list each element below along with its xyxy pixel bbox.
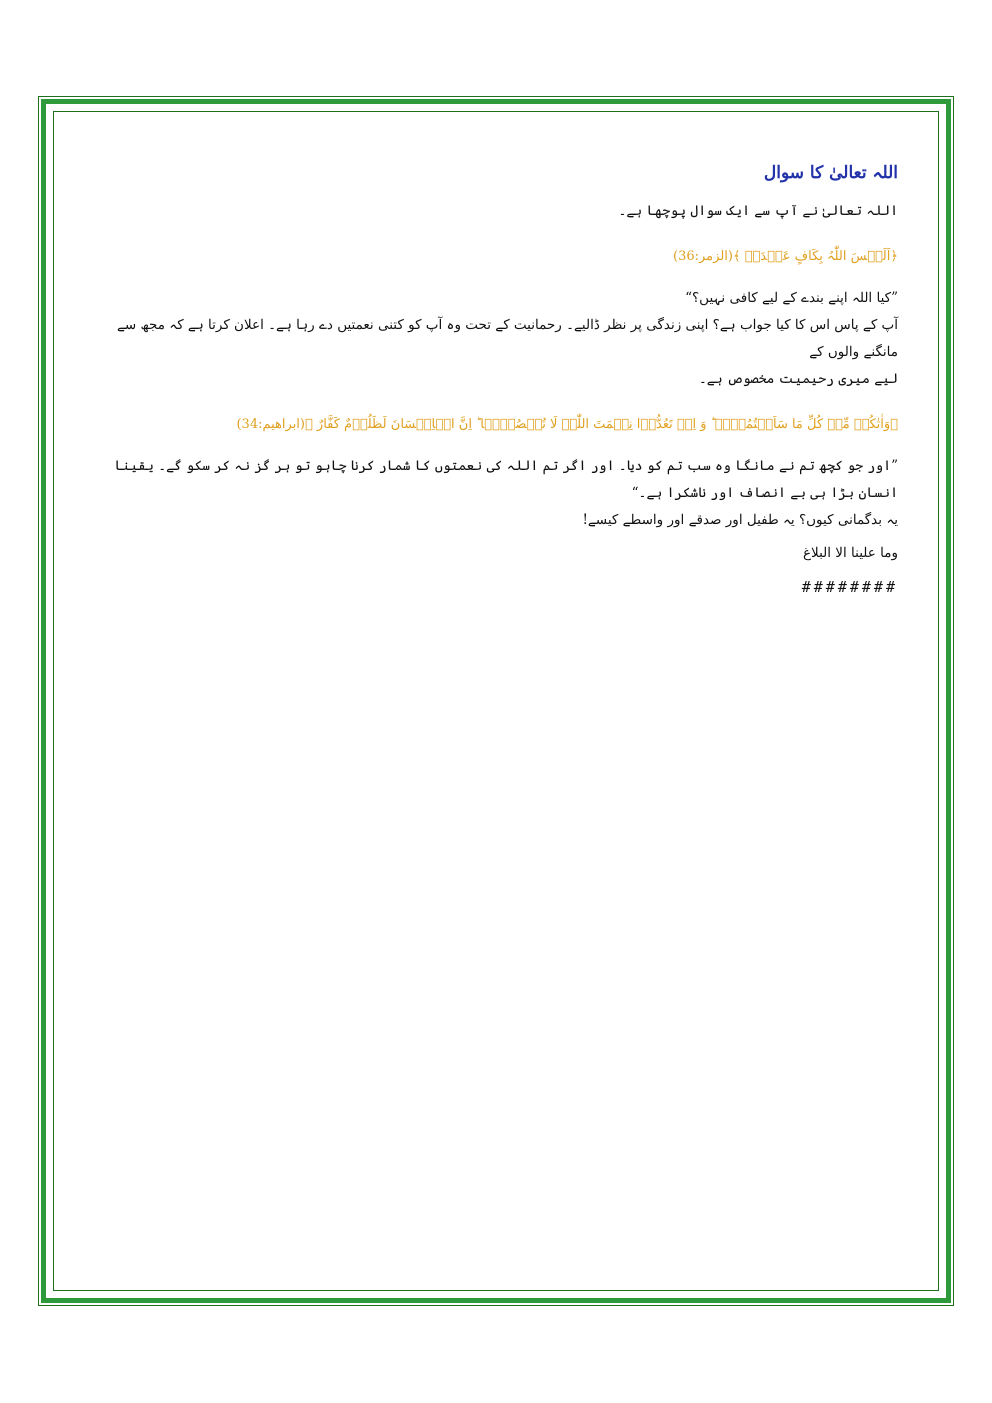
section-separator: ######## [801,578,898,596]
intro-text: اللہ تعالیٰ نے آپ سے ایک سوال پوچھا ہے۔ [618,203,898,219]
paragraph-line-2: لیے میری رحیمیت مخصوص ہے۔ [698,371,898,387]
translation-ibrahim: ”اور جو کچھ تم نے مانگا وہ سب تم کو دیا۔ اور اگر تم اللہ کی نعمتوں کا شمار کرنا چاہو تو ہر گز نہ کر سکو گے۔ یقینا انسان بڑا ہی بے انصاف اور ناشکرا ہے۔“ [114,458,898,501]
quran-verse-ibrahim: ﴿وَاٰتٰکُمۡ مِّنۡ کُلِّ مَا سَاَلۡتُمُوۡہُ ؕ وَ اِنۡ تَعُدُّوۡا نِعۡمَتَ اللّٰہِ لَا تُحۡصُوۡہَا ؕ اِنَّ الۡاِنۡسَانَ لَظَلُوۡمٌ کَفَّارٌ ﴾(ابراھیم:34) [236,417,898,432]
article-heading: اللہ تعالیٰ کا سوال [763,163,898,183]
question-text: یہ بدگمانی کیوں؟ یہ طفیل اور صدقے اور واسطے کیسے! [582,512,898,528]
translation-zumar: ”کیا اللہ اپنے بندے کے لیے کافی نہیں؟“ [685,290,898,306]
quran-verse-zumar: ﴿اَلَیۡسَ اللّٰہُ بِکَافٍ عَبۡدَہٗ ﴾(الزمر:36) [673,249,898,264]
paragraph-line-1: آپ کے پاس اس کا کیا جواب ہے؟ اپنی زندگی پر نظر ڈالیے۔ رحمانیت کے تحت وہ آپ کو کتنی نعمتیں دے رہا ہے۔ اعلان کرتا ہے کہ مجھ سے مانگنے والوں کے [117,317,898,360]
closing-text: وما علینا الا البلاغ [802,545,898,561]
article-body [96,150,898,601]
